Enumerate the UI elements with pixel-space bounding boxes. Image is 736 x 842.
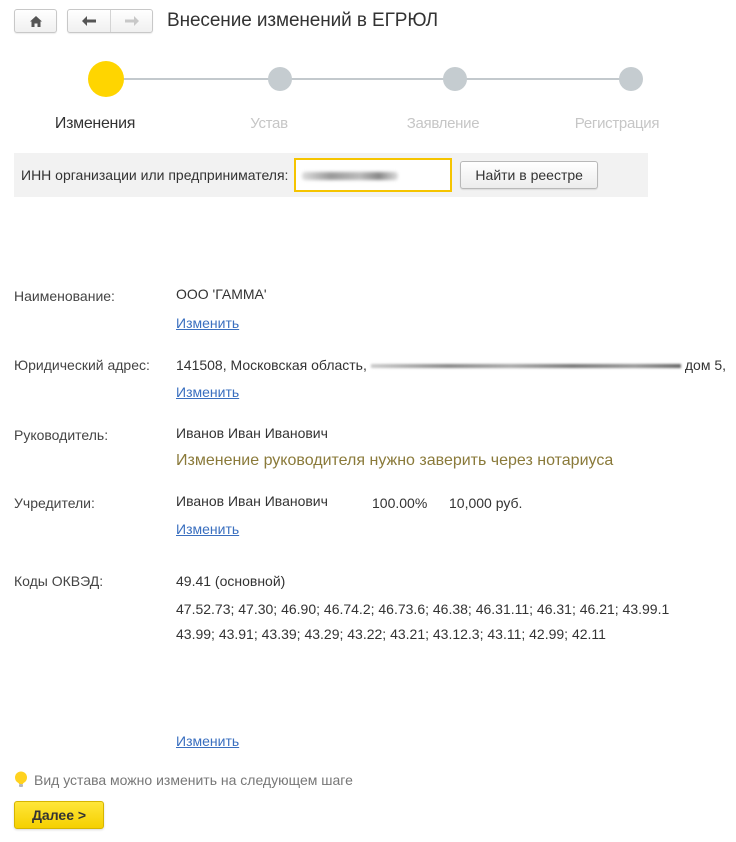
page-title: Внесение изменений в ЕГРЮЛ [167,10,438,31]
founder-share: 100.00% [372,495,428,511]
arrow-right-icon [125,16,139,26]
address-value [176,357,726,373]
step-dot-registration[interactable] [619,67,643,91]
step-label-registration[interactable]: Регистрация [574,115,660,132]
step-label-charter[interactable]: Устав [250,115,288,132]
founders-label: Учредители: [14,495,95,511]
okved-list-line-1: 47.52.73; 47.30; 46.90; 46.74.2; 46.73.6; 46.38; 46.31.11; 46.31; 46.21; 43.99.1 [176,601,670,617]
find-in-registry-button[interactable]: Найти в реестре [460,161,598,189]
arrow-left-icon [82,16,96,26]
founder-capital: 10,000 руб. [449,495,523,511]
next-button[interactable]: Далее > [14,801,104,829]
step-dot-application[interactable] [443,67,467,91]
change-name-link[interactable]: Изменить [176,315,240,331]
inn-label: ИНН организации или предпринимателя: [21,167,289,183]
inn-input[interactable] [294,158,452,192]
charter-hint-text: Вид устава можно изменить на следующем шаге [34,772,353,788]
address-label: Юридический адрес: [14,357,150,373]
lightbulb-icon [14,771,28,789]
progress-stepper [0,55,736,145]
charter-hint [14,771,353,789]
change-address-link[interactable]: Изменить [176,384,240,400]
inn-search-panel [14,153,648,197]
step-dot-changes[interactable] [88,61,124,97]
change-founders-link[interactable]: Изменить [176,521,240,537]
okved-main: 49.41 (основной) [176,573,286,589]
founder-name: Иванов Иван Иванович [176,493,328,509]
address-redacted [371,364,681,368]
okved-label: Коды ОКВЭД: [14,573,104,589]
name-value: ООО 'ГАММА' [176,286,267,302]
step-label-changes[interactable]: Изменения [54,115,136,132]
address-value-end: дом 5, [684,357,727,373]
director-value: Иванов Иван Иванович [176,425,328,441]
director-notary-note: Изменение руководителя нужно заверить через нотариуса [176,452,614,469]
history-nav [67,9,153,33]
director-label: Руководитель: [14,427,109,443]
address-value-start: 141508, Московская область, [176,357,367,373]
home-button[interactable] [14,9,57,33]
change-okved-link[interactable]: Изменить [176,733,240,749]
top-bar [14,8,438,34]
inn-value-redacted [302,172,398,180]
home-icon [30,16,42,27]
back-button[interactable] [68,10,110,32]
step-label-application[interactable]: Заявление [406,115,480,132]
okved-list-line-2: 43.99; 43.91; 43.39; 43.29; 43.22; 43.21; 43.12.3; 43.11; 42.99; 42.11 [176,626,606,642]
forward-button[interactable] [110,10,152,32]
step-dot-charter[interactable] [268,67,292,91]
name-label: Наименование: [14,288,115,304]
step-connector-line [106,78,620,80]
